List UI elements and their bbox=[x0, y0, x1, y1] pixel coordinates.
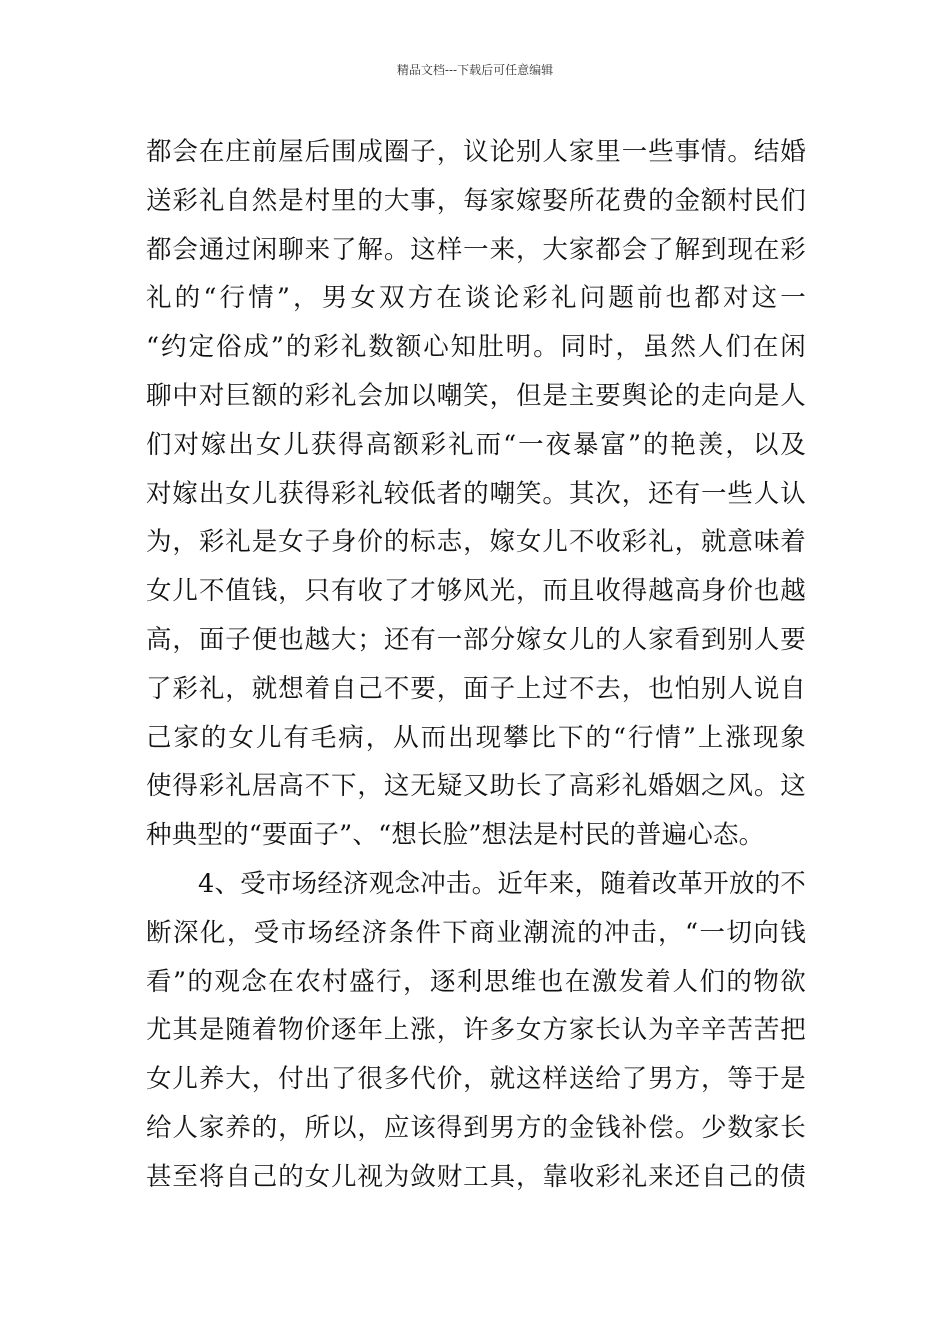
text-line: 为，彩礼是女子身价的标志，嫁女儿不收彩礼，就意味着 bbox=[146, 527, 806, 558]
text-line: “约定俗成”的彩礼数额心知肚明。同时，虽然人们在闲 bbox=[146, 332, 806, 363]
text-line: 都会通过闲聊来了解。这样一来，大家都会了解到现在彩 bbox=[146, 234, 806, 265]
text-line: 了彩礼，就想着自己不要，面子上过不去，也怕别人说自 bbox=[146, 673, 806, 704]
text-line: 都会在庄前屋后围成圈子，议论别人家里一些事情。结婚 bbox=[146, 137, 806, 167]
text-line: 聊中对巨额的彩礼会加以嘲笑，但是主要舆论的走向是人 bbox=[146, 380, 806, 411]
text-line: 女儿养大，付出了很多代价，就这样送给了男方，等于是 bbox=[146, 1064, 806, 1095]
text-line: 们对嫁出女儿获得高额彩礼而“一夜暴富”的艳羡，以及 bbox=[146, 429, 806, 460]
paragraph-end-line: 种典型的“要面子”、“想长脸”想法是村民的普遍心态。 bbox=[146, 820, 765, 851]
document-body bbox=[146, 130, 806, 1204]
text-line: 尤其是随着物价逐年上涨，许多女方家长认为辛辛苦苦把 bbox=[146, 1015, 806, 1046]
text-line: 对嫁出女儿获得彩礼较低者的嘲笑。其次，还有一些人认 bbox=[146, 478, 806, 509]
text-line: 给人家养的，所以，应该得到男方的金钱补偿。少数家长 bbox=[146, 1112, 806, 1143]
text-line: 高，面子便也越大；还有一部分嫁女儿的人家看到别人要 bbox=[146, 624, 806, 655]
paragraph-start-line: 4、受市场经济观念冲击。近年来，随着改革开放的不 bbox=[198, 868, 806, 899]
text-line: 甚至将自己的女儿视为敛财工具，靠收彩礼来还自己的债 bbox=[146, 1161, 806, 1192]
text-line: 使得彩礼居高不下，这无疑又助长了高彩礼婚姻之风。这 bbox=[146, 771, 806, 802]
page-header: 精品文档---下载后可任意编辑 bbox=[396, 63, 554, 77]
text-line: 看”的观念在农村盛行，逐利思维也在激发着人们的物欲 bbox=[146, 966, 806, 997]
text-line: 女儿不值钱，只有收了才够风光，而且收得越高身价也越 bbox=[146, 576, 806, 607]
text-line: 己家的女儿有毛病，从而出现攀比下的“行情”上涨现象 bbox=[146, 722, 806, 753]
text-line: 断深化，受市场经济条件下商业潮流的冲击，“一切向钱 bbox=[146, 917, 806, 948]
text-line: 礼的“行情”，男女双方在谈论彩礼问题前也都对这一 bbox=[146, 283, 806, 314]
text-line: 送彩礼自然是村里的大事，每家嫁娶所花费的金额村民们 bbox=[146, 185, 806, 216]
